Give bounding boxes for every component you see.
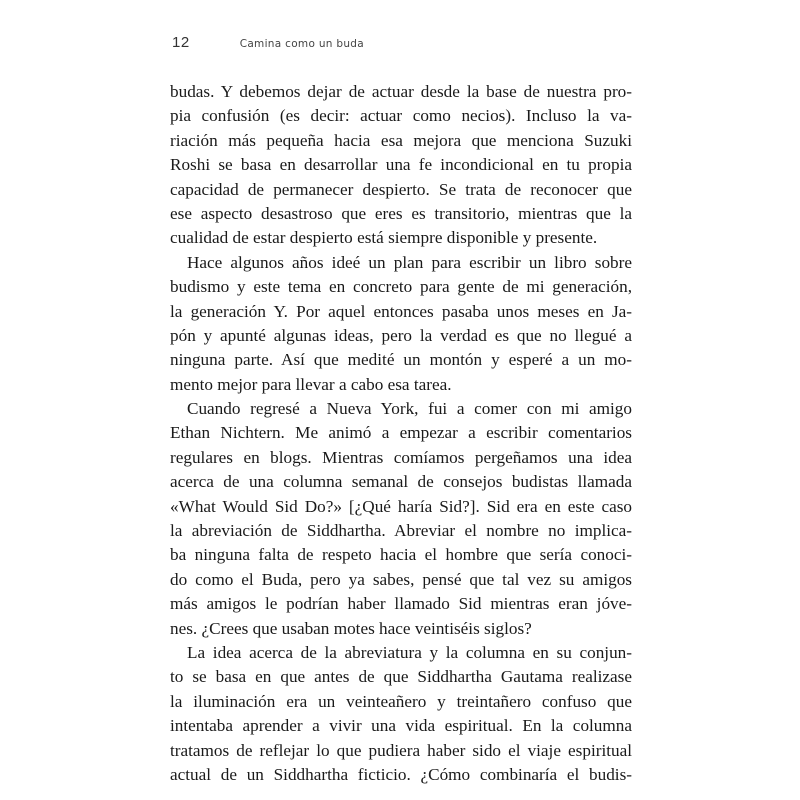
text-line: ese aspecto desastroso que eres es transitorio, mientras que la: [170, 203, 632, 223]
text-line: pón y apunté algunas ideas, pero la verdad es que no llegué a: [170, 325, 632, 345]
text-line: intentaba aprender a vivir una vida espiritual. En la columna: [170, 716, 632, 736]
text-line: «What Would Sid Do?» [¿Qué haría Sid?]. Sid era en este caso: [170, 496, 632, 516]
text-line: actual de un Siddhartha ficticio. ¿Cómo combinaría el budis-: [170, 764, 632, 784]
text-line: Ethan Nichtern. Me animó a empezar a escribir comentarios: [170, 423, 632, 443]
text-line: nes. ¿Crees que usaban motes hace veintiséis siglos?: [170, 618, 532, 638]
text-line: riación más pequeña hacia esa mejora que menciona Suzuki: [170, 130, 632, 150]
text-line: Hace algunos años ideé un plan para escribir un libro sobre: [187, 252, 632, 272]
text-line: regulares en blogs. Mientras comíamos pergeñamos una idea: [170, 447, 632, 467]
text-line: acerca de una columna semanal de consejos budistas llamada: [170, 472, 632, 492]
text-line: la iluminación era un veinteañero y treintañero confuso que: [170, 691, 632, 711]
text-line: ba ninguna falta de respeto hacia el hombre que sería conoci-: [170, 545, 632, 565]
text-line: Roshi se basa en desarrollar una fe incondicional en tu propia: [170, 155, 632, 175]
page-number: 12: [172, 34, 190, 51]
text-line: tratamos de reflejar lo que pudiera haber sido el viaje espiritual: [170, 740, 632, 760]
text-line: capacidad de permanecer despierto. Se trata de reconocer que: [170, 179, 632, 199]
text-line: ninguna parte. Así que medité un montón y esperé a un mo-: [170, 350, 632, 370]
text-line: to se basa en que antes de que Siddhartha Gautama realizase: [170, 667, 632, 687]
text-line: mento mejor para llevar a cabo esa tarea.: [170, 374, 452, 394]
text-line: la generación Y. Por aquel entonces pasaba unos meses en Ja-: [170, 301, 632, 321]
text-line: budismo y este tema en concreto para gente de mi generación,: [170, 277, 632, 297]
text-line: la abreviación de Siddhartha. Abreviar el nombre no implica-: [170, 521, 632, 541]
text-line: do como el Buda, pero ya sabes, pensé que tal vez su amigos: [170, 569, 632, 589]
text-line: La idea acerca de la abreviatura y la columna en su conjun-: [187, 642, 632, 662]
book-title: Camina como un buda: [239, 38, 364, 50]
text-line: pia confusión (es decir: actuar como necios). Incluso la va-: [170, 106, 632, 126]
text-line: cualidad de estar despierto está siempre disponible y presente.: [170, 228, 598, 248]
text-line: más amigos le podrían haber llamado Sid mientras eran jóve-: [170, 594, 632, 614]
running-head: [172, 34, 364, 54]
body-text: [170, 80, 632, 787]
text-line: budas. Y debemos dejar de actuar desde la base de nuestra pro-: [170, 82, 632, 101]
text-line: Cuando regresé a Nueva York, fui a comer con mi amigo: [187, 399, 632, 419]
